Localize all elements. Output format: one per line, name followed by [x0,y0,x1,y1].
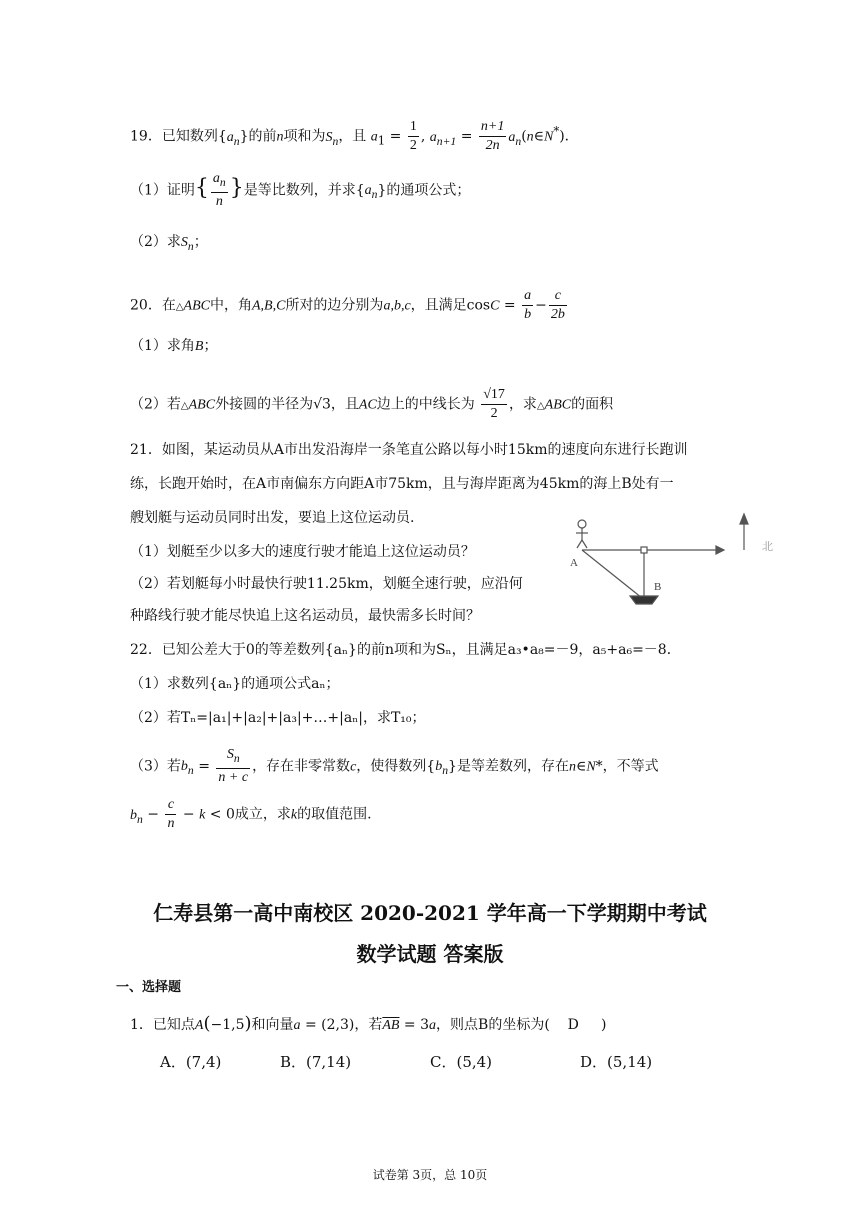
option-b: B．(7,14) [280,1053,352,1071]
fig-label-north: 北 [762,540,773,553]
q22-part1: （1）求数列{aₙ}的通项公式aₙ； [130,676,340,692]
runner-head-icon [578,520,586,528]
q19-stem: 19．已知数列$\{a_n\}$的前n项和为$S_n$，且 $a_1$ = $\frac{1}{2}$ , $a_{n+1}$ = $\frac{n+1}{2n}$ $a_n(n\in N^*)$． [130,119,579,153]
q21-line1: 21．如图，某运动员从A市出发沿海岸一条笔直公路以每小时15km的速度向东进行长跑训 [130,442,688,458]
option-a: A．(7,4) [160,1053,222,1071]
q21-part2-line2: 种路线行驶才能尽快追上这名运动员，最快需多长时间？ [130,608,480,624]
option-d: D．(5,14) [580,1053,653,1071]
answer-subtitle: 数学试题 答案版 [356,942,504,966]
line-a-to-b [582,550,642,598]
q22-part3-inequality: $b_n$ − $\frac{c}{n}$ − k < 0成立，求k的取值范围. [130,797,372,831]
arrow-east-icon [716,546,724,554]
boat-icon [630,596,658,604]
q21-part2-line1: （2）若划艇每小时最快行驶11.25km，划艇全速行驶，应沿何 [130,576,523,592]
q22-stem: 22．已知公差大于0的等差数列{aₙ}的前n项和为Sₙ，且满足a₃•a₈=－9，a₅+a₆=－8． [130,642,681,658]
q20-part1: （1）求角B； [130,338,218,354]
page-footer: 试卷第 3页，总 10页 [372,1168,488,1182]
option-c: C．(5,4) [430,1053,493,1071]
fig-label-a: A [570,557,578,569]
q21-part1: （1）划艇至少以多大的速度行驶才能追上这位运动员？ [130,544,475,560]
answer-q1: 1．已知点A(−1,5)和向量a = (2,3)，若$\overline{AB} = 3a$，则点B的坐标为( D ) [130,1013,607,1034]
q19-part1: （1）证明{ $\frac{a_n}{n}$ }是等比数列，并求$\{a_n\}$的通项公式； [130,171,471,209]
q22-part2: （2）若Tₙ=|a₁|+|a₂|+|a₃|+…+|aₙ|，求T₁₀； [130,710,426,726]
q22-part3: （3）若$b_n$ = $\frac{S_n}{n + c}$ ，存在非零常数c，使得数列$\{b_n\}$是等差数列，存在n∈N*，不等式 [130,747,659,785]
answer-title: 仁寿县第一高中南校区 2020-2021 学年高一下学期期中考试 [153,901,707,925]
north-arrow-icon [740,514,748,524]
section-heading: 一、选择题 [116,980,182,995]
q20-stem: 20．在△ABC中，角A,B,C所对的边分别为a,b,c，且满足cosC = $\frac{a}{b}$ − $\frac{c}{2b}$ [130,288,565,322]
q21-figure [556,510,776,610]
q21-line3: 艘划艇与运动员同时出发，要追上这位运动员. [130,510,415,526]
q20-part2: （2）若△ABC外接圆的半径为√3，且AC边上的中线长为 $\frac{√17}{2}$ ，求△ABC的面积 [130,387,614,421]
q21-diagram [556,510,776,610]
q21-line2: 练，长跑开始时，在A市南偏东方向距A市75km，且与海岸距离为45km的海上B处有一 [130,476,674,492]
q19-part2: （2）求$S_n$； [130,234,208,253]
fig-label-b: B [654,581,662,593]
